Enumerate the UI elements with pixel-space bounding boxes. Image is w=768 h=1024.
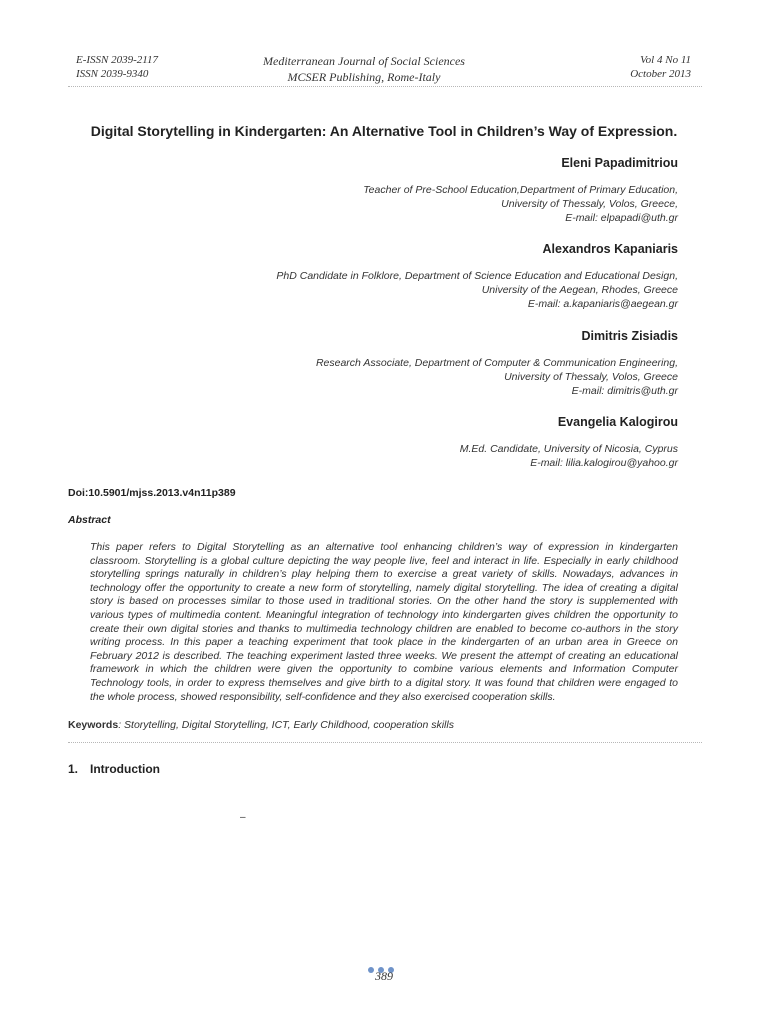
keywords (68, 719, 454, 731)
abstract-rule (68, 742, 702, 743)
stray-mark: – (240, 812, 246, 823)
volume-block (630, 53, 691, 81)
affiliation-line: M.Ed. Candidate, University of Nicosia, Cyprus (459, 443, 678, 455)
affiliation-line: University of Thessaly, Volos, Greece (504, 371, 678, 383)
issn: ISSN 2039-9340 (76, 68, 149, 80)
affiliation-email: E-mail: dimitris@uth.gr (571, 385, 678, 397)
affiliation-line: Research Associate, Department of Computer & Communication Engineering, (315, 357, 678, 369)
section-number: 1. (68, 762, 79, 776)
affiliation-email: E-mail: elpapadi@uth.gr (565, 212, 678, 224)
affiliation-line: University of the Aegean, Rhodes, Greece (481, 284, 678, 296)
author-block (460, 415, 678, 470)
author-name: Evangelia Kalogirou (557, 415, 678, 429)
affiliation-line: University of Thessaly, Volos, Greece, (501, 198, 678, 210)
volume: Vol 4 No 11 (640, 54, 691, 66)
header-rule (68, 86, 702, 87)
publisher: MCSER Publishing, Rome-Italy (287, 70, 441, 84)
issn-block (76, 53, 158, 81)
affiliation-email: E-mail: lilia.kalogirou@yahoo.gr (530, 457, 678, 469)
affiliation-line: PhD Candidate in Folklore, Department of Science Education and Educational Design, (276, 270, 678, 282)
author-block (316, 329, 678, 398)
journal-block (200, 53, 528, 85)
section-title: Introduction (90, 762, 160, 776)
affiliation-line: Teacher of Pre-School Education,Department of Primary Education, (363, 184, 678, 196)
keywords-label: Keywords (68, 719, 119, 731)
issue-date: October 2013 (630, 68, 691, 80)
paper-title: Digital Storytelling in Kindergarten: An Alternative Tool in Children’s Way of Expression. (90, 123, 678, 139)
journal-name: Mediterranean Journal of Social Sciences (263, 54, 465, 68)
eissn: E-ISSN 2039-2117 (76, 54, 158, 66)
section-heading (68, 762, 160, 776)
page-number: 389 (375, 969, 393, 983)
author-block (363, 156, 678, 225)
abstract-text: This paper refers to Digital Storytelling as an alternative tool enhancing children’s way of expression in kindergarten classroom. Storytelling is a global culture depicting the way people live, feel and interact in life. Especially in early childhood storytelling springs naturally in children’s play helping them to exercise a great variety of skills. Nowadays, advances in technology offer the opportunity to create a new form of storytelling, namely digital storytelling. The idea of creating a digital story is based on processes similar to those used in traditional stories. On the other hand the story is supplemented with various types of multimedia content. Meaningful integration of technology into kindergarten gives children the opportunity to create their own digital stories and thanks to multimedia technology children are enabled to become co-authors in the story writing process. In this paper a teaching experiment that took place in the kindergarten of an urban area in Greece on February 2012 is described. The teaching experiment lasted three weeks. We present the attempt of creating an educational framework in which the children were given the opportunity to combine various elements and Information Computer Technology tools, in order to express themselves and give birth to a digital story. It was found that children were engaged to the whole process, showed responsibility, self-confidence and they also exercised cooperation skills. (90, 541, 678, 703)
affiliation-email: E-mail: a.kapaniaris@aegean.gr (527, 298, 678, 310)
abstract-heading: Abstract (68, 514, 111, 526)
keywords-list: : Storytelling, Digital Storytelling, ICT, Early Childhood, cooperation skills (118, 719, 454, 731)
doi: Doi:10.5901/mjss.2013.v4n11p389 (68, 487, 236, 499)
author-name: Dimitris Zisiadis (581, 329, 678, 343)
author-name: Eleni Papadimitriou (561, 156, 678, 170)
author-name: Alexandros Kapaniaris (542, 242, 678, 256)
author-block (276, 242, 678, 311)
